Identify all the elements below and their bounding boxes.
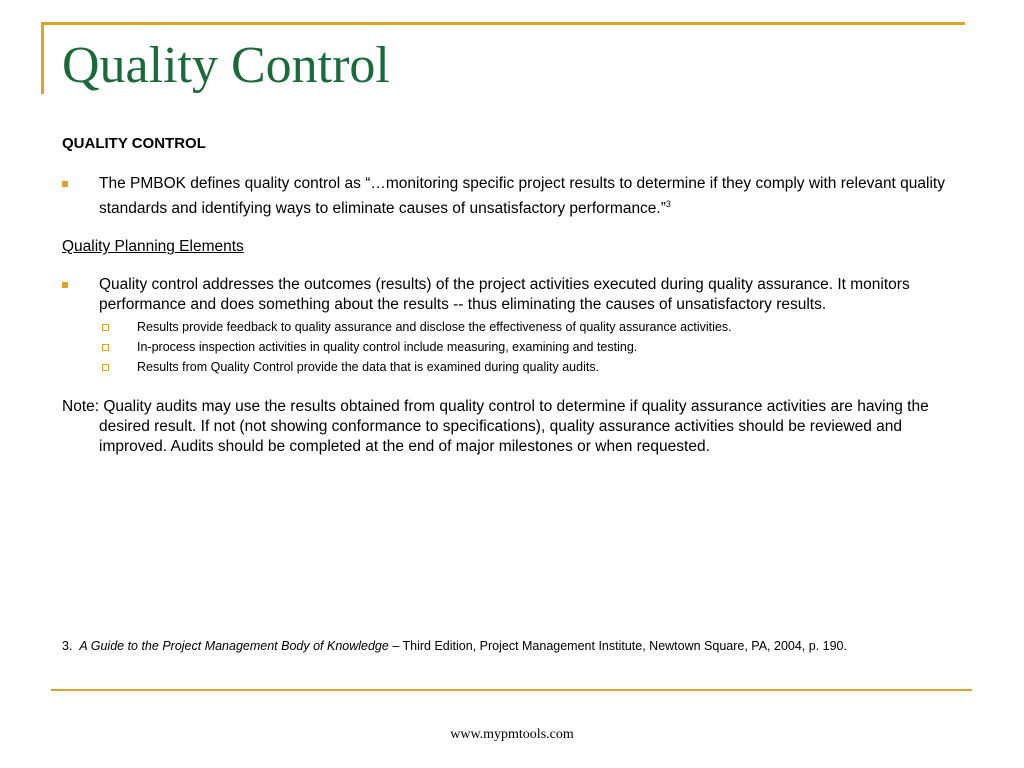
square-bullet-icon [62, 282, 68, 288]
section-heading: QUALITY CONTROL [62, 135, 206, 152]
bullet-text: Quality control addresses the outcomes (results) of the project activities executed during quality assurance. It monitors performance and does something about the results -- thus eliminating the causes of unsatisfactory results. [99, 276, 910, 314]
bullet-text: The PMBOK defines quality control as “…monitoring specific project results to determine if they comply with relevant quality standards and identifying ways to eliminate causes of unsatisfactory performance.” [99, 175, 945, 218]
bullet-quality-control-outcomes [62, 275, 962, 315]
sub-bullet-item: Results provide feedback to quality assurance and disclose the effectiveness of quality assurance activities. [62, 317, 962, 337]
hollow-square-bullet-icon [102, 344, 109, 351]
subsection-heading: Quality Planning Elements [62, 238, 244, 256]
bullet-pmbok-definition [62, 174, 962, 219]
sub-bullet-item: In-process inspection activities in quality control include measuring, examining and testing. [62, 337, 962, 357]
footnote-marker: 3 [665, 199, 671, 209]
reference-details: – Third Edition, Project Management Institute, Newtown Square, PA, 2004, p. 190. [388, 639, 847, 653]
reference-number: 3. [62, 639, 73, 653]
hollow-square-bullet-icon [102, 364, 109, 371]
footer-url: www.mypmtools.com [450, 727, 574, 742]
slide-body [62, 134, 962, 457]
footnote-reference [62, 637, 847, 655]
slide-title: Quality Control [62, 37, 390, 94]
sub-bullet-item: Results from Quality Control provide the data that is examined during quality audits. [62, 357, 962, 377]
bottom-rule [51, 689, 972, 691]
note-paragraph: Note: Quality audits may use the results obtained from quality control to determine if quality assurance activities are having the desired result. If not (not showing conformance to specifications), quality assurance activities should be reviewed and improved. Audits should be completed at the end of major milestones or when requested. [62, 398, 929, 456]
hollow-square-bullet-icon [102, 324, 109, 331]
reference-title: A Guide to the Project Management Body of Knowledge [79, 639, 389, 653]
sub-bullet-list [62, 317, 962, 377]
square-bullet-icon [62, 181, 68, 187]
left-rule [41, 22, 44, 94]
top-rule [41, 22, 965, 25]
